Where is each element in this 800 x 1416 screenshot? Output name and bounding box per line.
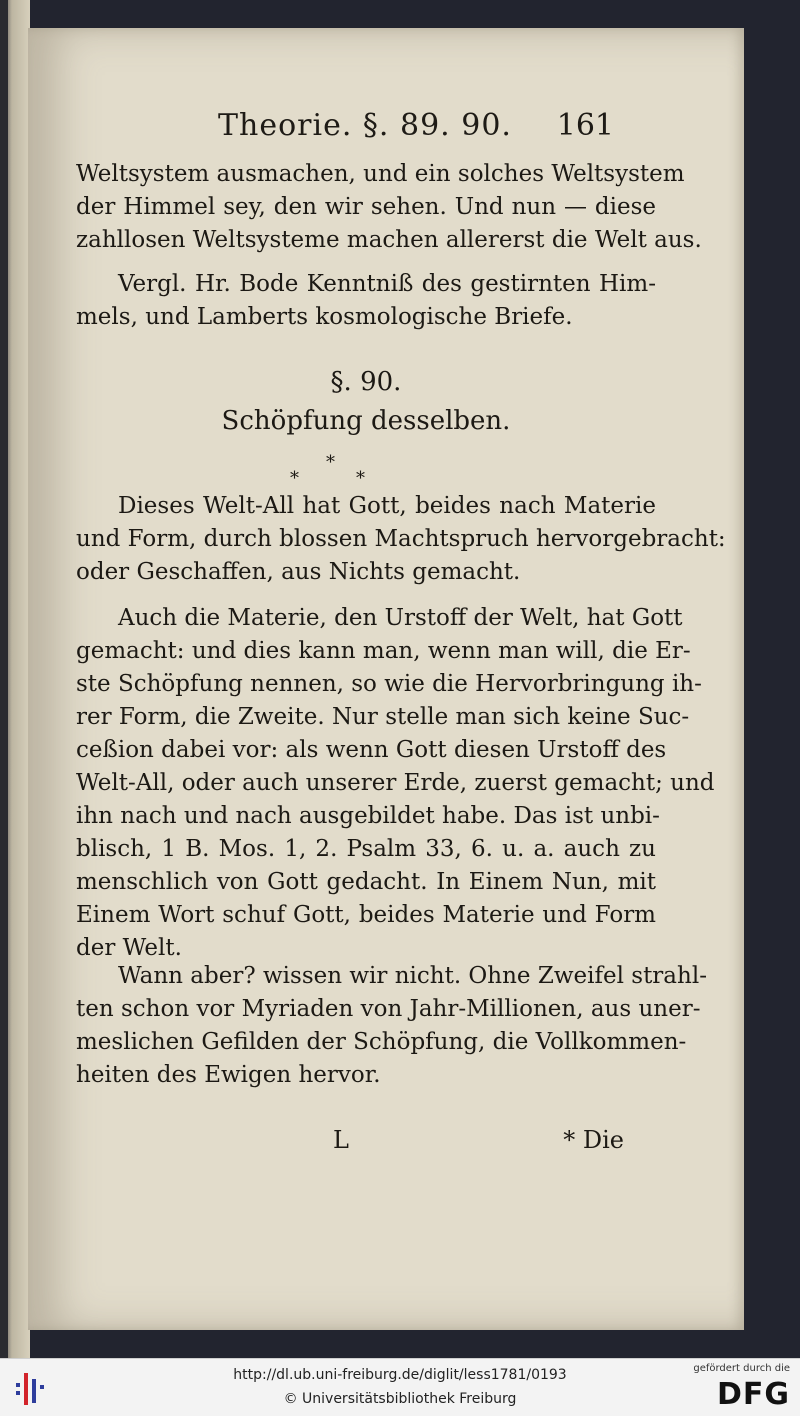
asterism-star: * (326, 452, 335, 473)
catchword: * Die (563, 1126, 624, 1154)
dfg-logo[interactable]: DFG (716, 1377, 790, 1412)
paragraph-5 (76, 960, 707, 1092)
text-line: gemacht: und dies kann man, wenn man will, die Er- (76, 638, 691, 664)
text-line: zahllosen Weltsysteme machen allererst die Welt aus. (76, 227, 702, 253)
text-line: blisch, 1 B. Mos. 1, 2. Psalm 33, 6. u. a. auch zu (76, 836, 656, 862)
asterism-star: * (356, 468, 365, 489)
asterism (278, 452, 378, 492)
text-line: Welt-All, oder auch unserer Erde, zuerst gemacht; und (76, 770, 715, 796)
text-line: ten schon vor Myriaden von Jahr-Millionen, aus uner- (76, 996, 701, 1022)
text-line: Wann aber? wissen wir nicht. Ohne Zweifel strahl- (118, 963, 707, 989)
text-line: Einem Wort schuf Gott, beides Materie und Form (76, 902, 656, 928)
text-line: meslichen Gefilden der Schöpfung, die Vollkommen- (76, 1029, 687, 1055)
section-number: §. 90. (330, 367, 402, 397)
copyright-notice: © Universitätsbibliothek Freiburg (283, 1391, 517, 1407)
running-head (28, 108, 744, 158)
text-line: ste Schöpfung nennen, so wie die Hervorbringung ih- (76, 671, 702, 697)
permalink[interactable]: http://dl.ub.uni-freiburg.de/diglit/less1781/0193 (233, 1367, 567, 1383)
text-line: heiten des Ewigen hervor. (76, 1062, 381, 1088)
text-line: ceßion dabei vor: als wenn Gott diesen Urstoff des (76, 737, 667, 763)
text-line: mels, und Lamberts kosmologische Briefe. (76, 304, 573, 330)
paragraph-1 (76, 158, 702, 257)
text-line: Weltsystem ausmachen, und ein solches Weltsystem (76, 161, 685, 187)
text-line: Dieses Welt-All hat Gott, beides nach Materie (118, 493, 656, 519)
running-title: Theorie. §. 89. 90. (218, 108, 512, 143)
text-line: der Welt. (76, 935, 182, 961)
book-spine (0, 0, 8, 1358)
text-line: menschlich von Gott gedacht. In Einem Nun, mit (76, 869, 656, 895)
text-line: Auch die Materie, den Urstoff der Welt, hat Gott (118, 605, 683, 631)
paragraph-3 (76, 490, 726, 589)
asterism-star: * (290, 468, 299, 489)
book-page (28, 28, 744, 1330)
paragraph-2 (76, 268, 656, 334)
text-line: und Form, durch blossen Machtspruch hervorgebracht: (76, 526, 726, 552)
viewer-footer (0, 1358, 800, 1416)
page-foot (28, 1126, 744, 1162)
section-title: Schöpfung desselben. (221, 406, 511, 436)
text-line: Vergl. Hr. Bode Kenntniß des gestirnten Him- (118, 271, 656, 297)
paragraph-4 (76, 602, 715, 965)
text-line: ihn nach und nach ausgebildet habe. Das ist unbi- (76, 803, 660, 829)
text-line: rer Form, die Zweite. Nur stelle man sich keine Suc- (76, 704, 690, 730)
signature-mark: L (333, 1126, 349, 1154)
text-line: oder Geschaffen, aus Nichts gemacht. (76, 559, 521, 585)
page-number: 161 (556, 108, 614, 143)
section-heading (76, 366, 656, 438)
funding-note: gefördert durch die (693, 1363, 790, 1374)
text-line: der Himmel sey, den wir sehen. Und nun — diese (76, 194, 656, 220)
